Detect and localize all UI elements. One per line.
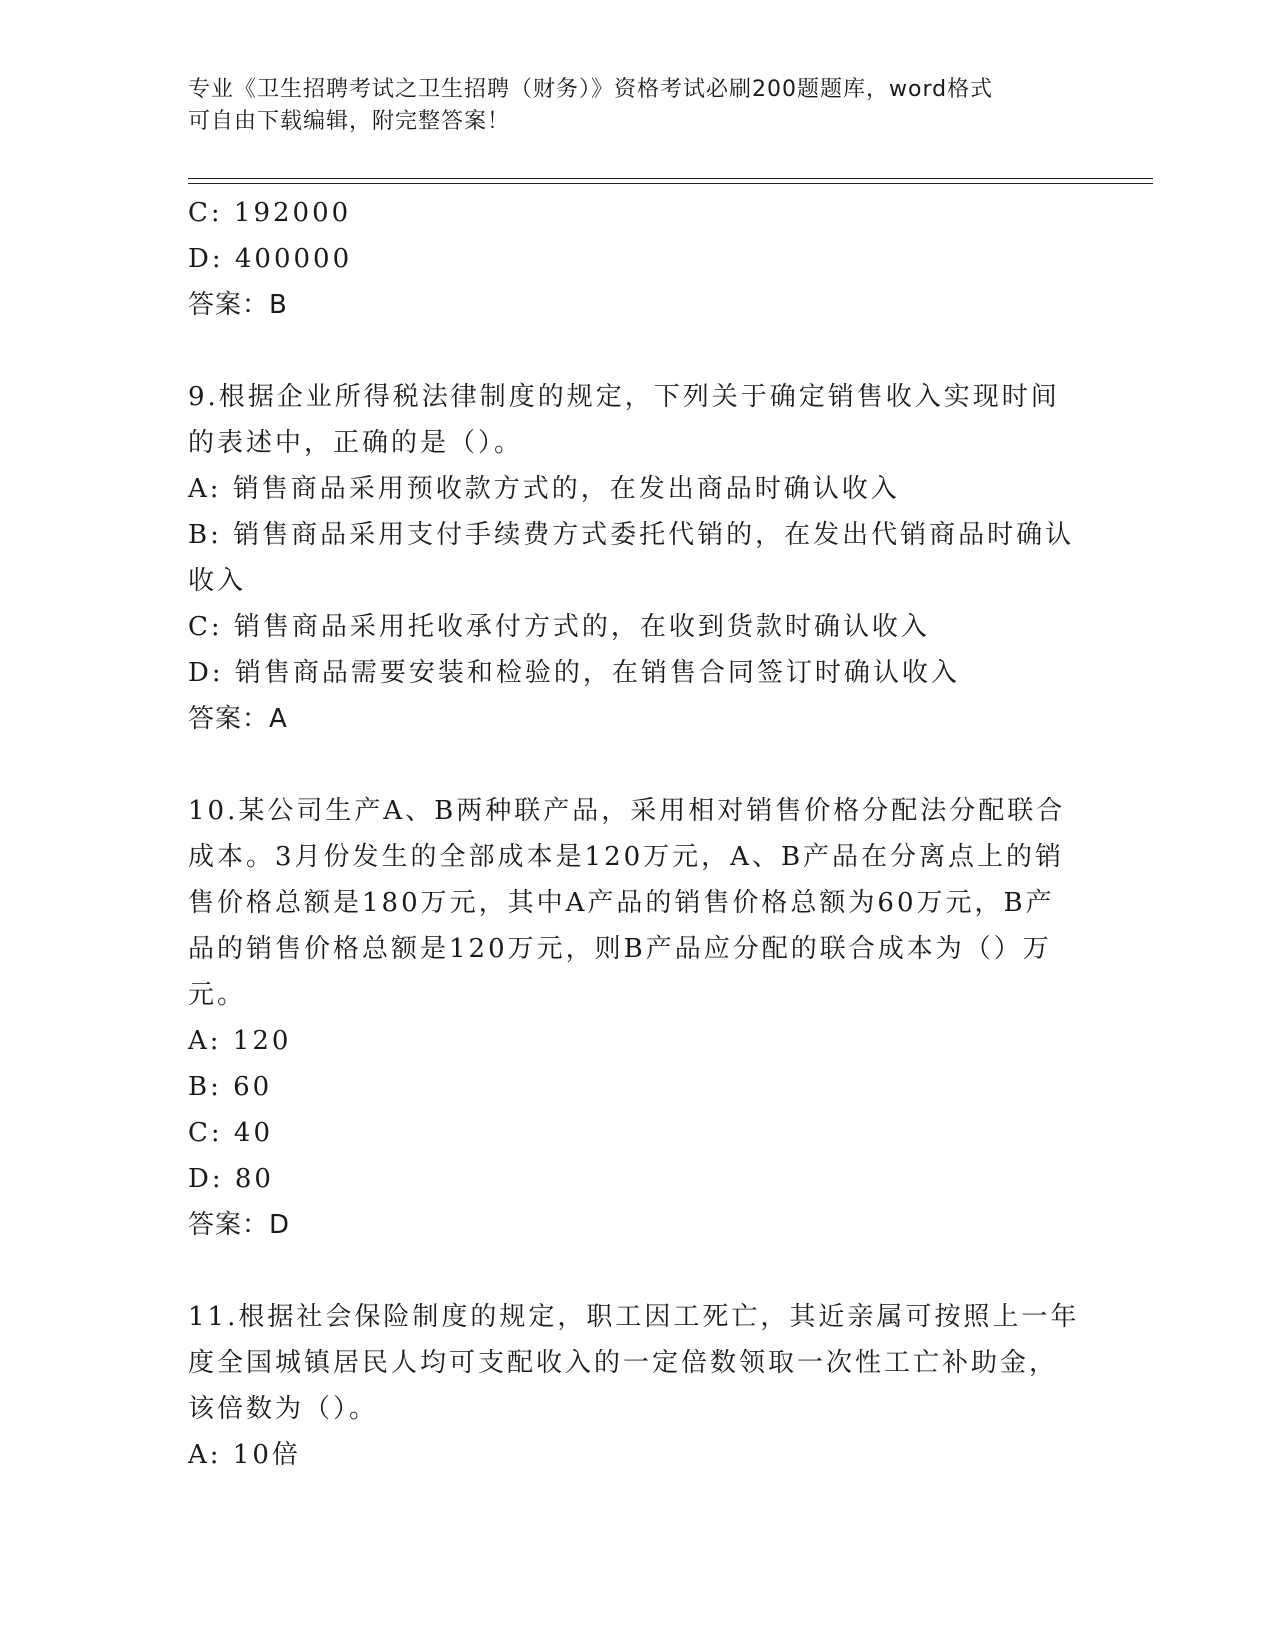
q11-stem-line-1: 11.根据社会保险制度的规定，职工因工死亡，其近亲属可按照上一年 [188,1302,1080,1332]
q9-option-a: A: 销售商品采用预收款方式的，在发出商品时确认收入 [188,474,900,504]
header-divider-top [188,178,1153,179]
question-content [188,190,1088,1478]
header-divider-bottom [188,183,1153,184]
q9-stem-line-2: 的表述中，正确的是（）。 [188,428,524,458]
spacer [188,742,1088,788]
q10-option-d: D: 80 [188,1164,274,1194]
spacer [188,1248,1088,1294]
q10-answer: 答案：D [188,1210,291,1240]
q9-option-d: D: 销售商品需要安装和检验的，在销售合同签订时确认收入 [188,658,960,688]
header-line-2: 可自由下载编辑，附完整答案！ [188,109,511,134]
q10-option-a: A: 120 [188,1026,292,1056]
q8-answer: 答案：B [188,290,288,320]
q9-answer: 答案：A [188,704,288,734]
q10-stem-line-4: 品的销售价格总额是120万元，则B产品应分配的联合成本为（）万 [188,934,1052,964]
q10-option-b: B: 60 [188,1072,273,1102]
question-11 [188,1294,1088,1478]
header-line-1: 专业《卫生招聘考试之卫生招聘（财务）》资格考试必刷200题题库，word格式 [188,77,994,102]
spacer [188,328,1088,374]
question-8 [188,190,1088,328]
q9-option-c: C: 销售商品采用托收承付方式的，在收到货款时确认收入 [188,612,930,642]
document-header [188,74,1068,138]
q10-stem-line-5: 元。 [188,980,247,1010]
q10-stem-line-3: 售价格总额是180万元，其中A产品的销售价格总额为60万元，B产 [188,888,1055,918]
q10-stem-line-2: 成本。3月份发生的全部成本是120万元，A、B产品在分离点上的销 [188,842,1065,872]
question-9 [188,374,1088,742]
q11-stem-line-3: 该倍数为（）。 [188,1394,379,1424]
q11-stem-line-2: 度全国城镇居民人均可支配收入的一定倍数领取一次性工亡补助金， [188,1348,1059,1378]
q8-option-d: D: 400000 [188,244,353,274]
q10-stem-line-1: 10.某公司生产A、B两种联产品，采用相对销售价格分配法分配联合 [188,796,1066,826]
q11-option-a: A: 10倍 [188,1440,301,1470]
question-10 [188,788,1088,1248]
q9-stem-line-1: 9.根据企业所得税法律制度的规定，下列关于确定销售收入实现时间 [188,382,1060,412]
q8-option-c: C: 192000 [188,198,352,228]
q9-option-b-line-1: B: 销售商品采用支付手续费方式委托代销的，在发出代销商品时确认 [188,520,1075,550]
q10-option-c: C: 40 [188,1118,274,1148]
q9-option-b-line-2: 收入 [188,566,247,596]
